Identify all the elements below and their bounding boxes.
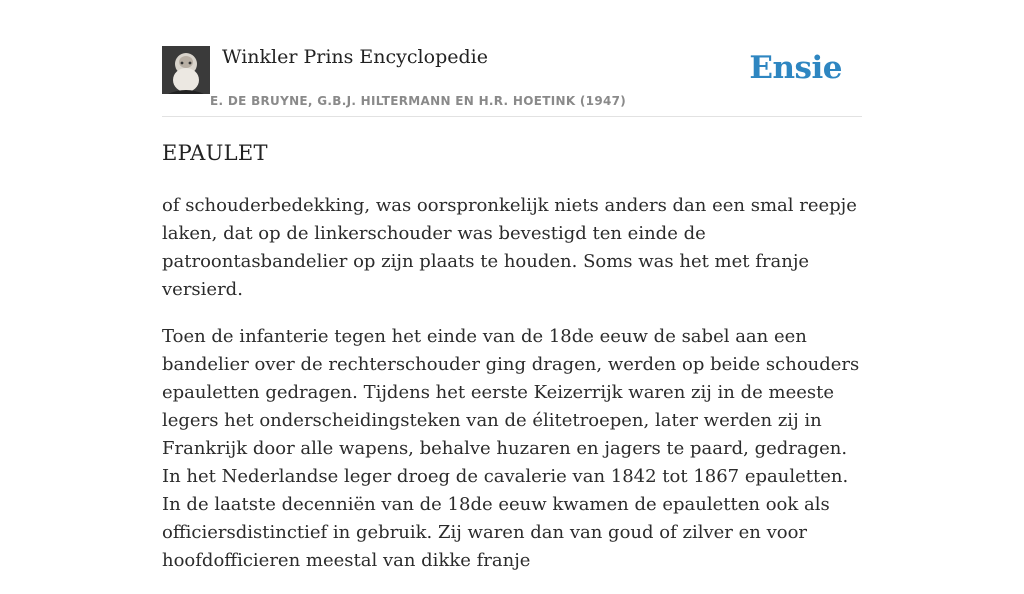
portrait-image	[162, 46, 210, 94]
entry-paragraph: Toen de infanterie tegen het einde van de 18de eeuw de sabel aan een bandelier over de rechterschouder ging dragen, werden op beide schouders epauletten gedragen. Tijdens het eerste Keizerrijk waren zij in de meeste legers het onderscheidingsteken van de élitetroepen, later werden zij in Frankrijk door alle wapens, behalve huzaren en jagers te paard, gedragen. In het Nederlandse leger droeg de cavalerie van 1842 tot 1867 epauletten. In de laatste decenniën van de 18de eeuw kwamen de epauletten ook als officiersdistinctief in gebruik. Zij waren dan van goud of zilver en voor hoofdofficieren meestal van dikke franje	[162, 326, 860, 571]
book-header	[162, 40, 862, 117]
book-authors: E. DE BRUYNE, G.B.J. HILTERMANN EN H.R. HOETINK (1947)	[210, 94, 627, 108]
entry-paragraph: of schouderbedekking, was oorspronkelijk niets anders dan een smal reepje laken, dat op de linkerschouder was bevestigd ten einde de patroontasbandelier op zijn plaats te houden. Soms was het met franje versierd.	[162, 195, 857, 300]
author-avatar	[162, 46, 210, 94]
brand-logo[interactable]: Ensie	[749, 50, 842, 86]
entry-body	[162, 192, 862, 594]
book-title[interactable]: Winkler Prins Encyclopedie	[222, 46, 488, 68]
entry-title: EPAULET	[162, 141, 268, 165]
